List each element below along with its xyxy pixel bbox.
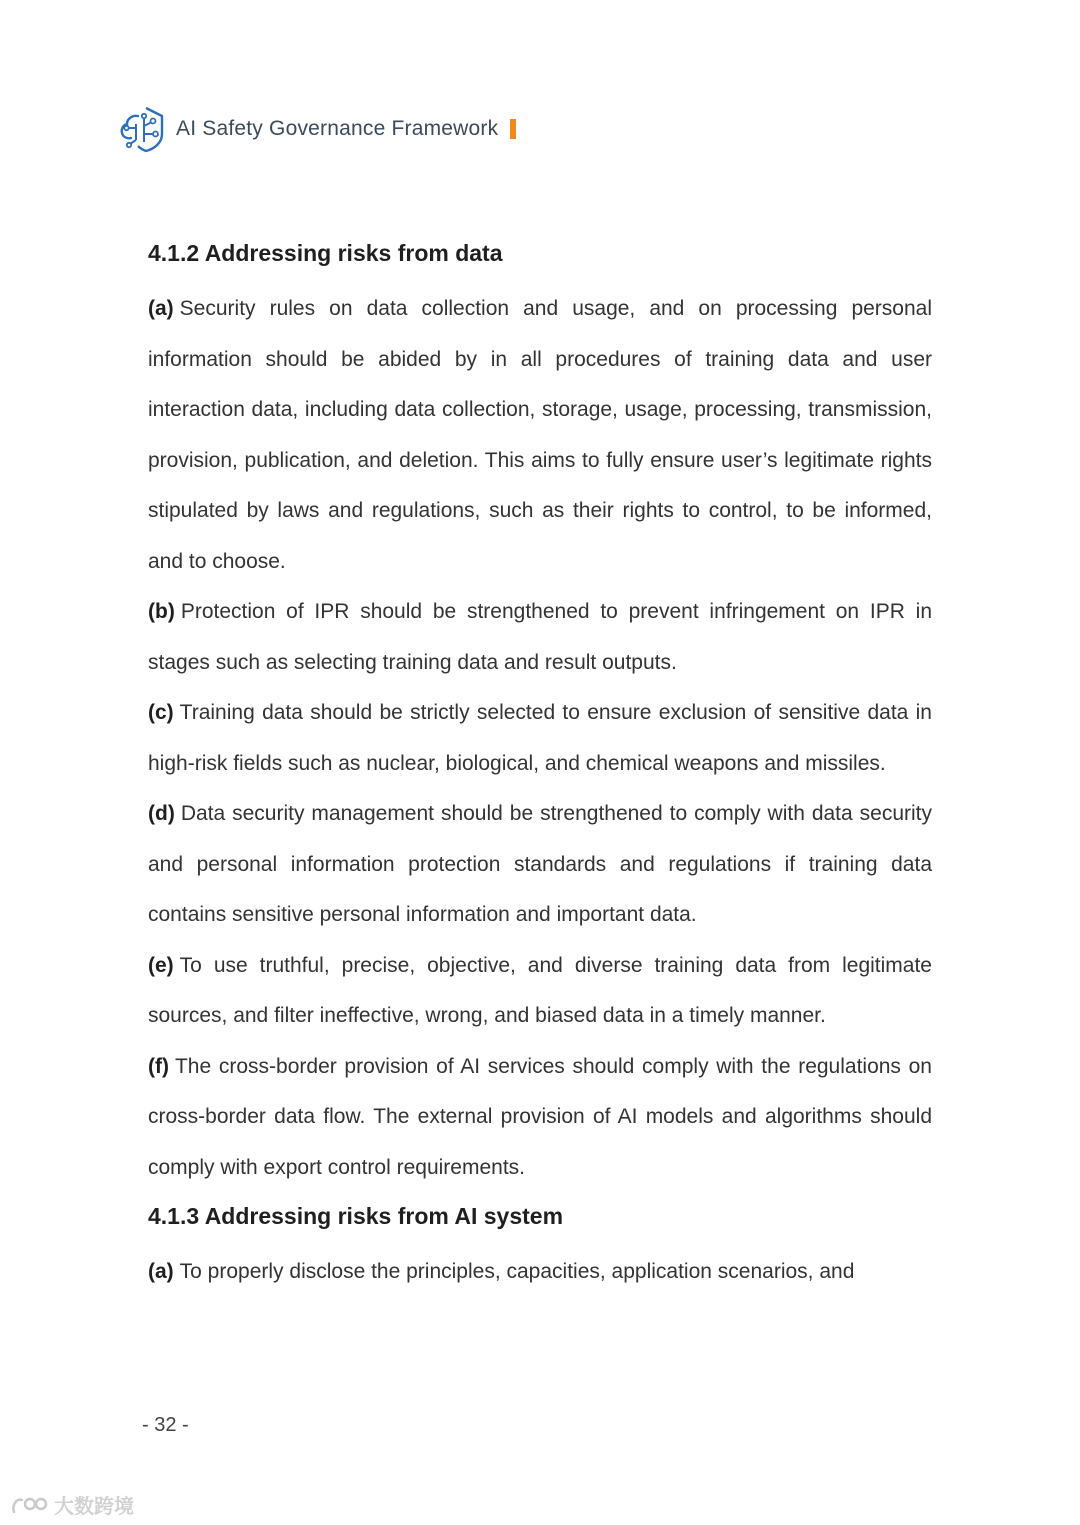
section-heading: 4.1.2 Addressing risks from data	[148, 240, 503, 266]
ai-framework-logo-icon	[118, 104, 168, 154]
list-item	[148, 941, 932, 1042]
item-label: (c)	[148, 701, 174, 724]
watermark	[10, 1490, 134, 1519]
section-heading: 4.1.3 Addressing risks from AI system	[148, 1203, 564, 1229]
page-header	[118, 104, 516, 154]
list-item	[148, 688, 932, 789]
item-label: (a)	[148, 1260, 174, 1283]
watermark-logo-icon	[10, 1492, 50, 1518]
item-label: (b)	[148, 600, 175, 623]
item-text: To properly disclose the principles, capacities, application scenarios, and	[179, 1260, 855, 1283]
item-text: The cross-border provision of AI services should comply with the regulations on cross-border data flow. The external provision of AI models and algorithms should comply with export control requirements.	[148, 1054, 932, 1179]
header-accent-bar	[510, 119, 516, 139]
item-label: (a)	[148, 297, 174, 320]
item-text: Training data should be strictly selected to ensure exclusion of sensitive data in high-risk fields such as nuclear, biological, and chemical weapons and missiles.	[148, 701, 932, 775]
item-text: Protection of IPR should be strengthened to prevent infringement on IPR in stages such as selecting training data and result outputs.	[148, 600, 932, 674]
item-text: Security rules on data collection and usage, and on processing personal information should be abided by in all procedures of training data and user interaction data, including data collection, storage, usage, processing, transmission, provision, publication, and deletion. This aims to fully ensure user’s legitimate rights stipulated by laws and regulations, such as their rights to control, to be informed, and to choose.	[148, 297, 932, 573]
item-label: (f)	[148, 1054, 169, 1078]
item-label: (d)	[148, 802, 175, 825]
list-item	[148, 1247, 932, 1298]
item-label: (e)	[148, 953, 174, 977]
page-content	[148, 236, 932, 1298]
page-number: - 32 -	[142, 1414, 189, 1436]
list-item	[148, 284, 932, 587]
list-item	[148, 587, 932, 688]
item-text: To use truthful, precise, objective, and diverse training data from legitimate sources, and filter ineffective, wrong, and biased data in a timely manner.	[148, 953, 932, 1027]
list-item	[148, 789, 932, 941]
watermark-text: 大数跨境	[54, 1496, 134, 1518]
list-item	[148, 1042, 932, 1194]
item-text: Data security management should be strengthened to comply with data security and personal information protection standards and regulations if training data contains sensitive personal information and important data.	[148, 802, 932, 926]
document-title: AI Safety Governance Framework	[176, 117, 499, 140]
